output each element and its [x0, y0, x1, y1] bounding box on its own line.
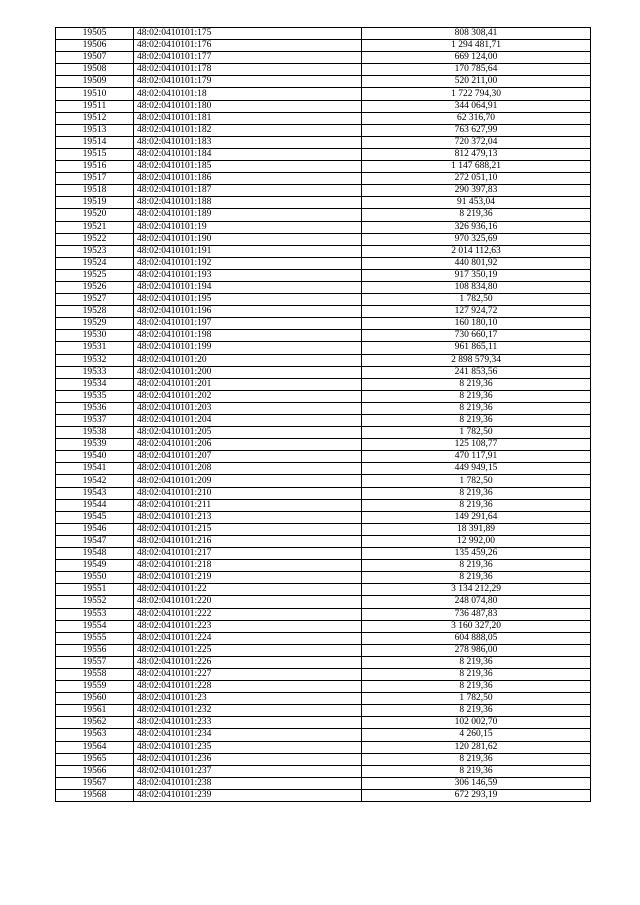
- table-row: [56, 499, 591, 511]
- cadastral-value: 8 219,36: [362, 415, 591, 427]
- table-row: [56, 620, 591, 632]
- cadastral-value: 8 219,36: [362, 560, 591, 572]
- row-number: 19517: [56, 173, 134, 185]
- cadastral-value: 8 219,36: [362, 487, 591, 499]
- table-row: [56, 245, 591, 257]
- row-number: 19557: [56, 656, 134, 668]
- table-row: [56, 148, 591, 160]
- cadastral-number: 48:02:0410101:234: [134, 729, 362, 741]
- cadastral-number: 48:02:0410101:220: [134, 596, 362, 608]
- cadastral-number: 48:02:0410101:19: [134, 221, 362, 233]
- table-row: [56, 451, 591, 463]
- cadastral-number: 48:02:0410101:227: [134, 668, 362, 680]
- table-row: [56, 269, 591, 281]
- cadastral-value: 520 211,00: [362, 76, 591, 88]
- row-number: 19509: [56, 76, 134, 88]
- cadastral-number: 48:02:0410101:189: [134, 209, 362, 221]
- table-row: [56, 596, 591, 608]
- cadastral-value: 4 260,15: [362, 729, 591, 741]
- table-row: [56, 390, 591, 402]
- row-number: 19532: [56, 354, 134, 366]
- table-row: [56, 378, 591, 390]
- row-number: 19555: [56, 632, 134, 644]
- row-number: 19551: [56, 584, 134, 596]
- cadastral-value: 135 459,26: [362, 548, 591, 560]
- cadastral-number: 48:02:0410101:187: [134, 185, 362, 197]
- row-number: 19547: [56, 535, 134, 547]
- table-row: [56, 668, 591, 680]
- cadastral-value: 470 117,91: [362, 451, 591, 463]
- cadastral-value: 720 372,04: [362, 136, 591, 148]
- row-number: 19508: [56, 64, 134, 76]
- cadastral-value: 306 146,59: [362, 777, 591, 789]
- row-number: 19552: [56, 596, 134, 608]
- row-number: 19518: [56, 185, 134, 197]
- cadastral-number: 48:02:0410101:233: [134, 717, 362, 729]
- table-row: [56, 100, 591, 112]
- table-row: [56, 535, 591, 547]
- cadastral-number: 48:02:0410101:235: [134, 741, 362, 753]
- cadastral-value: 62 316,70: [362, 112, 591, 124]
- table-row: [56, 52, 591, 64]
- cadastral-value: 1 782,50: [362, 475, 591, 487]
- table-row: [56, 112, 591, 124]
- cadastral-number: 48:02:0410101:22: [134, 584, 362, 596]
- table-row: [56, 572, 591, 584]
- cadastral-number: 48:02:0410101:205: [134, 427, 362, 439]
- table-row: [56, 415, 591, 427]
- cadastral-number: 48:02:0410101:188: [134, 197, 362, 209]
- table-row: [56, 729, 591, 741]
- cadastral-number: 48:02:0410101:196: [134, 306, 362, 318]
- cadastral-number: 48:02:0410101:175: [134, 28, 362, 40]
- row-number: 19544: [56, 499, 134, 511]
- table-row: [56, 753, 591, 765]
- cadastral-value: 120 281,62: [362, 741, 591, 753]
- table-row: [56, 765, 591, 777]
- cadastral-value: 961 865,11: [362, 342, 591, 354]
- cadastral-number: 48:02:0410101:225: [134, 644, 362, 656]
- cadastral-value: 326 936,16: [362, 221, 591, 233]
- table-row: [56, 632, 591, 644]
- row-number: 19564: [56, 741, 134, 753]
- cadastral-number: 48:02:0410101:179: [134, 76, 362, 88]
- table-row: [56, 487, 591, 499]
- cadastral-number: 48:02:0410101:211: [134, 499, 362, 511]
- table-body: [56, 28, 591, 802]
- cadastral-number: 48:02:0410101:23: [134, 693, 362, 705]
- cadastral-value: 736 487,83: [362, 608, 591, 620]
- cadastral-value: 8 219,36: [362, 765, 591, 777]
- cadastral-value: 18 391,89: [362, 523, 591, 535]
- row-number: 19520: [56, 209, 134, 221]
- table-row: [56, 717, 591, 729]
- row-number: 19537: [56, 415, 134, 427]
- row-number: 19548: [56, 548, 134, 560]
- table-row: [56, 64, 591, 76]
- cadastral-value: 730 660,17: [362, 330, 591, 342]
- cadastral-number: 48:02:0410101:228: [134, 681, 362, 693]
- cadastral-number: 48:02:0410101:200: [134, 366, 362, 378]
- cadastral-value: 170 785,64: [362, 64, 591, 76]
- cadastral-value: 8 219,36: [362, 209, 591, 221]
- cadastral-value: 248 074,80: [362, 596, 591, 608]
- cadastral-value: 1 147 688,21: [362, 161, 591, 173]
- cadastral-number: 48:02:0410101:219: [134, 572, 362, 584]
- cadastral-number: 48:02:0410101:239: [134, 789, 362, 801]
- table-row: [56, 233, 591, 245]
- table-row: [56, 342, 591, 354]
- table-row: [56, 608, 591, 620]
- row-number: 19563: [56, 729, 134, 741]
- table-row: [56, 777, 591, 789]
- table-row: [56, 330, 591, 342]
- cadastral-number: 48:02:0410101:201: [134, 378, 362, 390]
- table-row: [56, 548, 591, 560]
- row-number: 19567: [56, 777, 134, 789]
- cadastral-number: 48:02:0410101:216: [134, 535, 362, 547]
- cadastral-number: 48:02:0410101:191: [134, 245, 362, 257]
- table-row: [56, 656, 591, 668]
- cadastral-value: 3 160 327,20: [362, 620, 591, 632]
- cadastral-number: 48:02:0410101:209: [134, 475, 362, 487]
- cadastral-value: 102 002,70: [362, 717, 591, 729]
- table-row: [56, 427, 591, 439]
- cadastral-value: 2 898 579,34: [362, 354, 591, 366]
- table-row: [56, 28, 591, 40]
- table-row: [56, 560, 591, 572]
- row-number: 19566: [56, 765, 134, 777]
- cadastral-number: 48:02:0410101:190: [134, 233, 362, 245]
- cadastral-number: 48:02:0410101:197: [134, 318, 362, 330]
- row-number: 19559: [56, 681, 134, 693]
- cadastral-number: 48:02:0410101:183: [134, 136, 362, 148]
- cadastral-value: 8 219,36: [362, 402, 591, 414]
- table-row: [56, 76, 591, 88]
- table-row: [56, 136, 591, 148]
- cadastral-number: 48:02:0410101:192: [134, 257, 362, 269]
- row-number: 19511: [56, 100, 134, 112]
- cadastral-value: 108 834,80: [362, 281, 591, 293]
- cadastral-number: 48:02:0410101:203: [134, 402, 362, 414]
- cadastral-value: 763 627,99: [362, 124, 591, 136]
- cadastral-number: 48:02:0410101:194: [134, 281, 362, 293]
- cadastral-value: 1 294 481,71: [362, 40, 591, 52]
- cadastral-value: 8 219,36: [362, 668, 591, 680]
- cadastral-value: 808 308,41: [362, 28, 591, 40]
- cadastral-value: 970 325,69: [362, 233, 591, 245]
- cadastral-number: 48:02:0410101:195: [134, 294, 362, 306]
- table-row: [56, 475, 591, 487]
- row-number: 19539: [56, 439, 134, 451]
- table-row: [56, 257, 591, 269]
- cadastral-value: 149 291,64: [362, 511, 591, 523]
- row-number: 19545: [56, 511, 134, 523]
- cadastral-number: 48:02:0410101:237: [134, 765, 362, 777]
- row-number: 19554: [56, 620, 134, 632]
- row-number: 19530: [56, 330, 134, 342]
- cadastral-number: 48:02:0410101:180: [134, 100, 362, 112]
- cadastral-value: 672 293,19: [362, 789, 591, 801]
- cadastral-value: 1 782,50: [362, 294, 591, 306]
- row-number: 19549: [56, 560, 134, 572]
- cadastral-number: 48:02:0410101:226: [134, 656, 362, 668]
- cadastral-value: 812 479,13: [362, 148, 591, 160]
- row-number: 19540: [56, 451, 134, 463]
- cadastral-number: 48:02:0410101:182: [134, 124, 362, 136]
- table-row: [56, 209, 591, 221]
- row-number: 19525: [56, 269, 134, 281]
- row-number: 19528: [56, 306, 134, 318]
- cadastral-number: 48:02:0410101:178: [134, 64, 362, 76]
- table-row: [56, 294, 591, 306]
- table-row: [56, 173, 591, 185]
- table-row: [56, 318, 591, 330]
- table-row: [56, 705, 591, 717]
- cadastral-number: 48:02:0410101:202: [134, 390, 362, 402]
- table-row: [56, 402, 591, 414]
- cadastral-number: 48:02:0410101:222: [134, 608, 362, 620]
- table-row: [56, 40, 591, 52]
- row-number: 19523: [56, 245, 134, 257]
- cadastral-number: 48:02:0410101:20: [134, 354, 362, 366]
- cadastral-value: 440 801,92: [362, 257, 591, 269]
- cadastral-value: 278 986,00: [362, 644, 591, 656]
- cadastral-value: 290 397,83: [362, 185, 591, 197]
- cadastral-value: 669 124,00: [362, 52, 591, 64]
- row-number: 19512: [56, 112, 134, 124]
- cadastral-number: 48:02:0410101:213: [134, 511, 362, 523]
- table-row: [56, 463, 591, 475]
- row-number: 19531: [56, 342, 134, 354]
- cadastral-value: 449 949,15: [362, 463, 591, 475]
- cadastral-number: 48:02:0410101:199: [134, 342, 362, 354]
- row-number: 19534: [56, 378, 134, 390]
- cadastral-number: 48:02:0410101:207: [134, 451, 362, 463]
- table-row: [56, 354, 591, 366]
- cadastral-number: 48:02:0410101:210: [134, 487, 362, 499]
- table-row: [56, 281, 591, 293]
- row-number: 19565: [56, 753, 134, 765]
- table-row: [56, 185, 591, 197]
- row-number: 19561: [56, 705, 134, 717]
- cadastral-value: 8 219,36: [362, 656, 591, 668]
- cadastral-number: 48:02:0410101:215: [134, 523, 362, 535]
- row-number: 19516: [56, 161, 134, 173]
- row-number: 19553: [56, 608, 134, 620]
- cadastral-number: 48:02:0410101:184: [134, 148, 362, 160]
- cadastral-value: 272 051,10: [362, 173, 591, 185]
- row-number: 19546: [56, 523, 134, 535]
- cadastral-number: 48:02:0410101:176: [134, 40, 362, 52]
- row-number: 19526: [56, 281, 134, 293]
- row-number: 19507: [56, 52, 134, 64]
- row-number: 19558: [56, 668, 134, 680]
- cadastral-value: 241 853,56: [362, 366, 591, 378]
- cadastral-value: 8 219,36: [362, 753, 591, 765]
- cadastral-number: 48:02:0410101:218: [134, 560, 362, 572]
- cadastral-value: 8 219,36: [362, 572, 591, 584]
- cadastral-value: 8 219,36: [362, 681, 591, 693]
- row-number: 19542: [56, 475, 134, 487]
- cadastral-value: 604 888,05: [362, 632, 591, 644]
- row-number: 19510: [56, 88, 134, 100]
- row-number: 19536: [56, 402, 134, 414]
- table-row: [56, 306, 591, 318]
- row-number: 19506: [56, 40, 134, 52]
- row-number: 19568: [56, 789, 134, 801]
- row-number: 19505: [56, 28, 134, 40]
- cadastral-value: 12 992,00: [362, 535, 591, 547]
- row-number: 19560: [56, 693, 134, 705]
- row-number: 19541: [56, 463, 134, 475]
- table-row: [56, 197, 591, 209]
- cadastral-number: 48:02:0410101:186: [134, 173, 362, 185]
- table-row: [56, 511, 591, 523]
- table-row: [56, 366, 591, 378]
- cadastral-value: 1 782,50: [362, 693, 591, 705]
- row-number: 19515: [56, 148, 134, 160]
- table-row: [56, 681, 591, 693]
- row-number: 19514: [56, 136, 134, 148]
- cadastral-number: 48:02:0410101:236: [134, 753, 362, 765]
- cadastral-value: 8 219,36: [362, 705, 591, 717]
- cadastral-value: 1 722 794,30: [362, 88, 591, 100]
- row-number: 19522: [56, 233, 134, 245]
- table-row: [56, 584, 591, 596]
- table-row: [56, 161, 591, 173]
- cadastral-value: 160 180,10: [362, 318, 591, 330]
- cadastral-number: 48:02:0410101:224: [134, 632, 362, 644]
- row-number: 19521: [56, 221, 134, 233]
- row-number: 19533: [56, 366, 134, 378]
- table-row: [56, 523, 591, 535]
- cadastral-value: 125 108,77: [362, 439, 591, 451]
- cadastral-value: 2 014 112,63: [362, 245, 591, 257]
- row-number: 19543: [56, 487, 134, 499]
- row-number: 19535: [56, 390, 134, 402]
- cadastral-value: 127 924,72: [362, 306, 591, 318]
- cadastral-number: 48:02:0410101:217: [134, 548, 362, 560]
- cadastral-number: 48:02:0410101:238: [134, 777, 362, 789]
- cadastral-number: 48:02:0410101:198: [134, 330, 362, 342]
- cadastral-number: 48:02:0410101:206: [134, 439, 362, 451]
- cadastral-number: 48:02:0410101:208: [134, 463, 362, 475]
- row-number: 19529: [56, 318, 134, 330]
- row-number: 19538: [56, 427, 134, 439]
- cadastral-number: 48:02:0410101:232: [134, 705, 362, 717]
- row-number: 19550: [56, 572, 134, 584]
- row-number: 19519: [56, 197, 134, 209]
- table-row: [56, 439, 591, 451]
- table-row: [56, 124, 591, 136]
- cadastral-number: 48:02:0410101:223: [134, 620, 362, 632]
- row-number: 19513: [56, 124, 134, 136]
- cadastral-value: 8 219,36: [362, 378, 591, 390]
- cadastral-number: 48:02:0410101:177: [134, 52, 362, 64]
- row-number: 19527: [56, 294, 134, 306]
- cadastral-value: 8 219,36: [362, 390, 591, 402]
- cadastral-number: 48:02:0410101:193: [134, 269, 362, 281]
- cadastral-number: 48:02:0410101:185: [134, 161, 362, 173]
- cadastral-value: 344 064,91: [362, 100, 591, 112]
- row-number: 19562: [56, 717, 134, 729]
- cadastral-value: 3 134 212,29: [362, 584, 591, 596]
- cadastral-value: 917 350,19: [362, 269, 591, 281]
- table-row: [56, 644, 591, 656]
- cadastral-value-table: [55, 27, 591, 802]
- cadastral-number: 48:02:0410101:181: [134, 112, 362, 124]
- table-row: [56, 741, 591, 753]
- table-row: [56, 88, 591, 100]
- cadastral-value: 91 453,04: [362, 197, 591, 209]
- table-row: [56, 221, 591, 233]
- cadastral-number: 48:02:0410101:18: [134, 88, 362, 100]
- table-row: [56, 789, 591, 801]
- cadastral-value: 8 219,36: [362, 499, 591, 511]
- cadastral-value: 1 782,50: [362, 427, 591, 439]
- row-number: 19556: [56, 644, 134, 656]
- table-row: [56, 693, 591, 705]
- row-number: 19524: [56, 257, 134, 269]
- cadastral-number: 48:02:0410101:204: [134, 415, 362, 427]
